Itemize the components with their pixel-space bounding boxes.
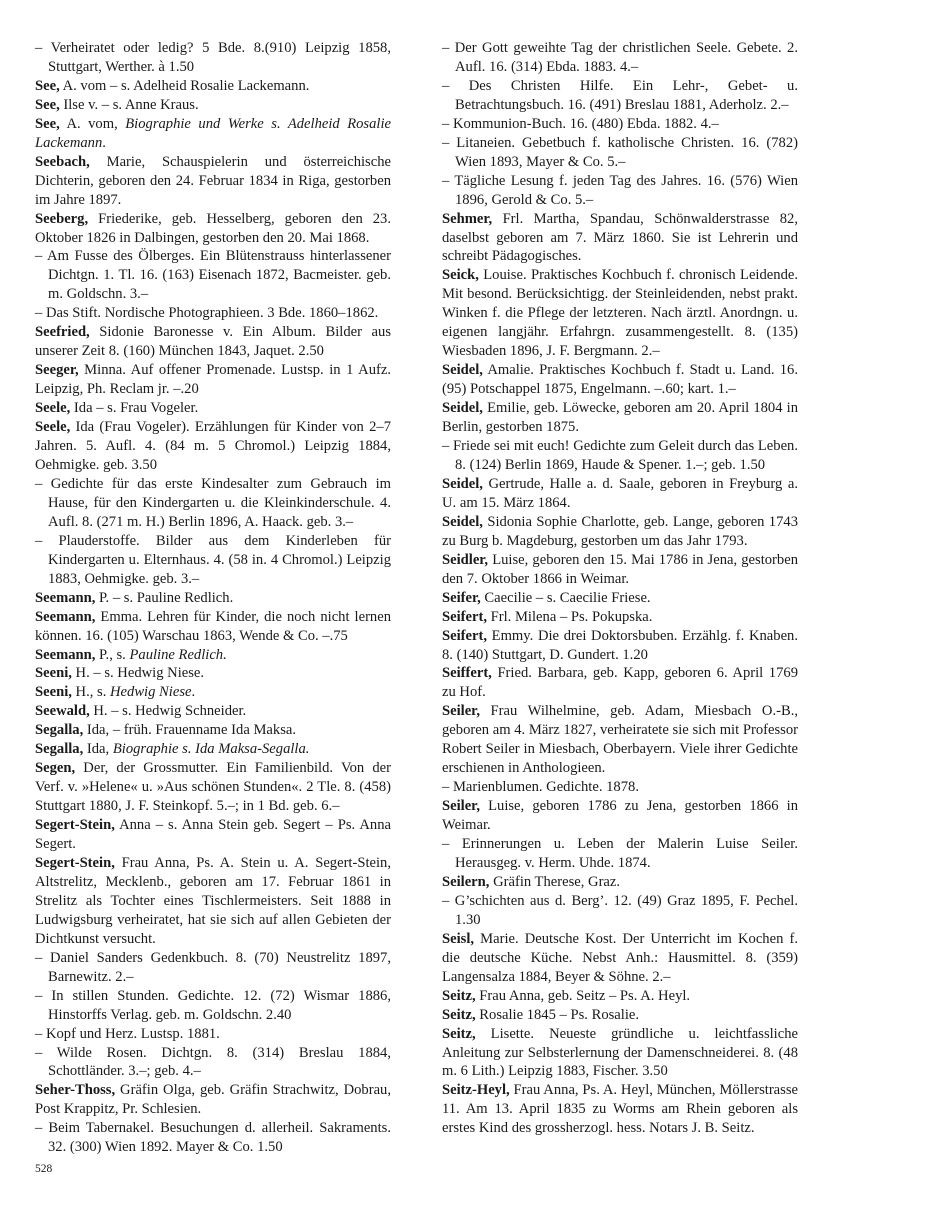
entry-text: Luise, geboren 1786 zu Jena, gestorben 1866 in Weimar.	[442, 798, 798, 834]
entry-headword: Seemann,	[35, 608, 96, 625]
entry-text: Emmy. Die drei Doktorsbuben. Erzählg. f. Knaben. 8. (140) Stuttgart, D. Gundert. 1.20	[442, 627, 798, 663]
entry-headword: Seifert,	[442, 627, 487, 644]
dictionary-entry	[442, 664, 798, 702]
entry-headword: Seidel,	[442, 400, 483, 417]
entry-headword: Seele,	[35, 419, 71, 436]
publication-entry	[35, 987, 391, 1025]
dictionary-entry	[35, 683, 391, 702]
entry-headword: Seidel,	[442, 513, 483, 530]
entry-text: Ida – s. Frau Vogeler.	[70, 400, 199, 417]
dictionary-entry	[35, 646, 391, 665]
dictionary-entry	[442, 551, 798, 589]
entry-headword: Seitz,	[442, 987, 476, 1004]
entry-headword: Seitz,	[442, 1006, 476, 1023]
entry-text: Minna. Auf offener Promenade. Lustsp. in 1 Aufz. Leipzig, Ph. Reclam jr. –.20	[35, 362, 391, 398]
dictionary-entry	[35, 721, 391, 740]
entry-text: – Friede sei mit euch! Gedichte zum Geleit durch das Leben. 8. (124) Berlin 1869, Haude & Spener. 1.–; geb. 1.50	[442, 438, 798, 473]
entry-text: Frl. Milena – Ps. Pokupska.	[486, 608, 653, 625]
entry-text: Luise, geboren den 15. Mai 1786 in Jena, gestorben den 7. Oktober 1866 in Weimar.	[442, 551, 798, 587]
entry-text: Ida, – früh. Frauenname Ida Maksa.	[83, 722, 296, 739]
publication-entry	[442, 892, 798, 930]
dictionary-entry	[35, 399, 391, 418]
entry-headword: Seick,	[442, 267, 479, 284]
entry-text: – Des Christen Hilfe. Ein Lehr-, Gebet- u. Betrachtungsbuch. 16. (491) Breslau 1881, Aderholz. 2.–	[442, 77, 798, 113]
entry-headword: See,	[35, 96, 60, 113]
entry-text: – Marienblumen. Gedichte. 1878.	[442, 779, 639, 796]
dictionary-entry	[35, 361, 391, 399]
entry-text: – Beim Tabernakel. Besuchungen d. allerheil. Sakraments. 32. (300) Wien 1892. Mayer & Co. 1.50	[35, 1120, 391, 1156]
dictionary-entry	[442, 210, 798, 267]
dictionary-entry	[442, 475, 798, 513]
dictionary-entry	[442, 1025, 798, 1082]
entry-headword: Seitz-Heyl,	[442, 1082, 510, 1099]
entry-headword: Seiler,	[442, 798, 480, 815]
dictionary-entry	[35, 759, 391, 816]
entry-headword: Seeni,	[35, 665, 72, 682]
publication-entry	[35, 1119, 391, 1157]
entry-text: – Verheiratet oder ledig? 5 Bde. 8.(910) Leipzig 1858, Stuttgart, Werther. à 1.50	[35, 40, 391, 75]
entry-text: – Kommunion-Buch. 16. (480) Ebda. 1882. 4.–	[442, 115, 719, 132]
entry-text: Frl. Martha, Spandau, Schönwalderstrasse 82, daselbst geboren am 7. März 1860. Sie ist Lehrerin und schreibt Pädagogisches.	[442, 210, 798, 265]
publication-entry	[442, 835, 798, 873]
entry-italic-text: Hedwig Niese	[110, 684, 192, 701]
publication-entry	[35, 1025, 391, 1044]
dictionary-entry	[35, 418, 391, 475]
entry-headword: Seiler,	[442, 703, 480, 720]
publication-entry	[442, 77, 798, 115]
dictionary-entry	[442, 1006, 798, 1025]
dictionary-entry	[442, 702, 798, 778]
dictionary-entry	[35, 589, 391, 608]
entry-text: Caecilie – s. Caecilie Friese.	[480, 589, 651, 606]
dictionary-entry	[442, 1081, 798, 1138]
entry-text: A. vom,	[59, 115, 126, 132]
entry-text: Marie, Schauspielerin und österreichische Dichterin, geboren den 24. Februar 1834 in Riga, gestorben im Jahre 1897.	[35, 153, 391, 208]
entry-headword: Segalla,	[35, 722, 84, 739]
entry-text: – Gedichte für das erste Kindesalter zum Gebrauch im Hause, für den Kindergarten u. die Kleinkinderschule. 4. Aufl. 8. (271 m. H.) Berlin 1896, A. Haack. geb. 3.–	[35, 475, 391, 530]
entry-headword: Seidel,	[442, 475, 483, 492]
entry-headword: See,	[35, 115, 60, 132]
entry-text: Louise. Praktisches Kochbuch f. chronisch Leidende. Mit besond. Berücksichtigg. der Steinleidenden, nebst prakt. Winken f. die Pflege der letzteren. Nach ärztl. Anordngn. u. eigenen langjähr. Erfahrgn. zusammengestellt. 8. (135) Wiesbaden 1896, J. F. Bergmann. 2.–	[442, 267, 798, 360]
dictionary-entry	[35, 77, 391, 96]
publication-entry	[442, 39, 798, 77]
entry-text: Sidonie Baronesse v. Ein Album. Bilder aus unserer Zeit 8. (160) München 1843, Jaquet. 2.50	[35, 324, 391, 360]
entry-headword: Segert-Stein,	[35, 854, 115, 871]
publication-entry	[35, 39, 391, 77]
publication-entry	[35, 304, 391, 323]
entry-headword: Seemann,	[35, 646, 96, 663]
entry-text: Emma. Lehren für Kinder, die noch nicht lernen können. 16. (105) Warschau 1863, Wende & Co. –.75	[35, 608, 391, 644]
publication-entry	[442, 778, 798, 797]
publication-entry	[442, 134, 798, 172]
publication-entry	[35, 1044, 391, 1082]
dictionary-entry	[35, 608, 391, 646]
entry-italic-text: Pauline Redlich.	[129, 646, 227, 663]
dictionary-entry	[35, 740, 391, 759]
entry-text: H., s.	[71, 684, 110, 701]
entry-text: – Am Fusse des Ölberges. Ein Blütenstrauss hinterlassener Dichtgn. 1. Tl. 16. (163) Eisenach 1872, Bacmeister. geb. m. Goldschn. 3.–	[35, 248, 391, 303]
dictionary-entry	[35, 115, 391, 153]
dictionary-entry	[35, 664, 391, 683]
entry-text: Sidonia Sophie Charlotte, geb. Lange, geboren 1743 zu Burg b. Magdeburg, gestorben um das Jahr 1793.	[442, 513, 798, 549]
entry-text: Marie. Deutsche Kost. Der Unterricht im Kochen f. die deutsche Küche. Nebst Anh.: Hausmittel. 8. (359) Langensalza 1884, Beyer & Söhne. 2.–	[442, 930, 798, 985]
entry-text: – Kopf und Herz. Lustsp. 1881.	[35, 1025, 220, 1042]
dictionary-entry	[35, 323, 391, 361]
entry-text: .	[191, 684, 196, 701]
dictionary-entry	[442, 987, 798, 1006]
entry-text: Gertrude, Halle a. d. Saale, geboren in Freyburg a. U. am 15. März 1864.	[442, 475, 798, 511]
entry-headword: Seifer,	[442, 589, 481, 606]
publication-entry	[35, 532, 391, 589]
entry-headword: Seewald,	[35, 703, 90, 720]
entry-text: Ida (Frau Vogeler). Erzählungen für Kinder von 2–7 Jahren. 5. Aufl. 4. (84 m. 5 Chromol.) Leipzig 1884, Oehmigke. geb. 3.50	[35, 419, 391, 473]
entry-text: P., s.	[95, 646, 130, 663]
entry-headword: Seemann,	[35, 589, 96, 606]
dictionary-entry	[442, 627, 798, 665]
entry-headword: Seefried,	[35, 324, 90, 341]
entry-headword: Seidler,	[442, 551, 489, 568]
entry-headword: Seisl,	[442, 930, 475, 947]
entry-text: Ida,	[83, 741, 113, 758]
entry-text: – Tägliche Lesung f. jeden Tag des Jahres. 16. (576) Wien 1896, Gerold & Co. 5.–	[442, 172, 798, 208]
entry-text: – Plauderstoffe. Bilder aus dem Kinderleben für Kindergarten u. Elternhaus. 4. (58 in. 4 Chromol.) Leipzig 1883, Oehmigke. geb. 3.–	[35, 532, 391, 587]
entry-headword: Seifert,	[442, 608, 487, 625]
entry-text: Frau Anna, geb. Seitz – Ps. A. Heyl.	[475, 987, 691, 1004]
entry-text: Ilse v. – s. Anne Kraus.	[59, 96, 199, 113]
dictionary-entry	[442, 399, 798, 437]
dictionary-entry	[35, 702, 391, 721]
publication-entry	[442, 437, 798, 475]
entry-headword: Seeni,	[35, 684, 72, 701]
dictionary-entry	[35, 1081, 391, 1119]
right-column	[442, 39, 798, 1138]
entry-headword: Seiffert,	[442, 665, 492, 682]
entry-headword: Seidel,	[442, 362, 483, 379]
page-number: 528	[35, 1163, 53, 1175]
entry-headword: Segert-Stein,	[35, 817, 115, 834]
dictionary-entry	[442, 930, 798, 987]
dictionary-entry	[35, 210, 391, 248]
publication-entry	[35, 247, 391, 304]
entry-text: – Daniel Sanders Gedenkbuch. 8. (70) Neustrelitz 1897, Barnewitz. 2.–	[35, 949, 391, 985]
entry-headword: Segen,	[35, 760, 76, 777]
entry-headword: Seher-Thoss,	[35, 1082, 116, 1099]
publication-entry	[35, 475, 391, 532]
dictionary-entry	[35, 854, 391, 949]
entry-headword: See,	[35, 77, 60, 94]
entry-text: P. – s. Pauline Redlich.	[95, 589, 234, 606]
entry-italic-text: Biographie und Werke s. Adelheid Rosalie Lackemann	[35, 115, 391, 151]
dictionary-entry	[35, 153, 391, 210]
entry-text: – Litaneien. Gebetbuch f. katholische Christen. 16. (782) Wien 1893, Mayer & Co. 5.–	[442, 134, 798, 170]
entry-headword: Seebach,	[35, 153, 90, 170]
entry-text: .	[102, 134, 106, 151]
entry-text: – In stillen Stunden. Gedichte. 12. (72) Wismar 1886, Hinstorffs Verlag. geb. m. Goldschn. 2.40	[35, 987, 391, 1023]
entry-headword: Seitz,	[442, 1025, 476, 1042]
dictionary-entry	[442, 608, 798, 627]
publication-entry	[35, 949, 391, 987]
entry-text: – Wilde Rosen. Dichtgn. 8. (314) Breslau 1884, Schottländer. 3.–; geb. 4.–	[35, 1044, 391, 1080]
entry-headword: Segalla,	[35, 741, 84, 758]
entry-text: – Das Stift. Nordische Photographieen. 3 Bde. 1860–1862.	[35, 305, 379, 322]
entry-text: H. – s. Hedwig Niese.	[71, 665, 205, 682]
dictionary-entry	[442, 513, 798, 551]
left-column	[35, 39, 391, 1157]
entry-text: Gräfin Olga, geb. Gräfin Strachwitz, Dobrau, Post Krappitz, Pr. Schlesien.	[35, 1082, 391, 1118]
dictionary-entry	[442, 361, 798, 399]
entry-italic-text: Biographie s. Ida Maksa-Segalla.	[112, 741, 310, 758]
entry-text: Amalie. Praktisches Kochbuch f. Stadt u. Land. 16. (95) Potschappel 1875, Engelmann. –.60; kart. 1.–	[442, 362, 798, 398]
entry-text: – G’schichten aus d. Berg’. 12. (49) Graz 1895, F. Pechel. 1.30	[442, 892, 798, 928]
entry-text: Fried. Barbara, geb. Kapp, geboren 6. April 1769 zu Hof.	[442, 665, 798, 701]
entry-text: H. – s. Hedwig Schneider.	[89, 703, 247, 720]
entry-headword: Seilern,	[442, 873, 490, 890]
publication-entry	[442, 172, 798, 210]
entry-headword: Seeger,	[35, 362, 79, 379]
entry-text: – Der Gott geweihte Tag der christlichen Seele. Gebete. 2. Aufl. 16. (314) Ebda. 1883. 4.–	[442, 40, 798, 75]
entry-headword: Sehmer,	[442, 210, 493, 227]
entry-text: Emilie, geb. Löwecke, geboren am 20. April 1804 in Berlin, gestorben 1875.	[442, 400, 798, 436]
publication-entry	[442, 115, 798, 134]
entry-text: Rosalie 1845 – Ps. Rosalie.	[475, 1006, 640, 1023]
entry-text: Anna – s. Anna Stein geb. Segert – Ps. Anna Segert.	[35, 817, 391, 853]
entry-text: Friederike, geb. Hesselberg, geboren den 23. Oktober 1826 in Dalbingen, gestorben den 20. Mai 1868.	[35, 210, 391, 246]
dictionary-entry	[442, 797, 798, 835]
entry-text: Frau Wilhelmine, geb. Adam, Miesbach O.-B., geboren am 4. März 1827, verheiratete sie sich mit Professor Robert Seiler in Miesbach, Oberbayern. Viele ihrer Gedichte erschienen in Anthologieen.	[442, 703, 798, 777]
dictionary-entry	[35, 96, 391, 115]
entry-text: Der, der Grossmutter. Ein Familienbild. Von der Verf. v. »Helene« u. »Aus schönen Stunden«. 2 Tle. 8. (458) Stuttgart 1880, J. F. Steinkopf. 5.–; in 1 Bd. geb. 6.–	[35, 760, 391, 815]
entry-text: Frau Anna, Ps. A. Stein u. A. Segert-Stein, Altstrelitz, Mecklenb., geboren am 17. Februar 1861 in Strelitz als Tochter eines Tischlermeisters. Seit 1888 in Ludwigsburg verheiratet, hat sie sich auf allen Gebieten der Dichtkunst versucht.	[35, 854, 391, 947]
dictionary-entry	[442, 266, 798, 361]
dictionary-entry	[442, 589, 798, 608]
dictionary-entry	[442, 873, 798, 892]
entry-text: A. vom – s. Adelheid Rosalie Lackemann.	[59, 77, 310, 94]
entry-text: Lisette. Neueste gründliche u. leichtfassliche Anleitung zur Selbsterlernung der Damenschneiderei. 8. (48 m. 6 Lith.) Leipzig 1883, Fischer. 3.50	[442, 1025, 798, 1080]
entry-text: Gräfin Therese, Graz.	[489, 873, 621, 890]
entry-text: Frau Anna, Ps. A. Heyl, München, Möllerstrasse 11. Am 13. April 1835 zu Worms am Rhein geboren als erstes Kind des grossherzogl. hess. Notars J. B. Seitz.	[442, 1082, 798, 1137]
entry-headword: Seele,	[35, 400, 71, 417]
entry-text: – Erinnerungen u. Leben der Malerin Luise Seiler. Herausgeg. v. Herm. Uhde. 1874.	[442, 836, 798, 871]
entry-headword: Seeberg,	[35, 210, 89, 227]
dictionary-entry	[35, 816, 391, 854]
